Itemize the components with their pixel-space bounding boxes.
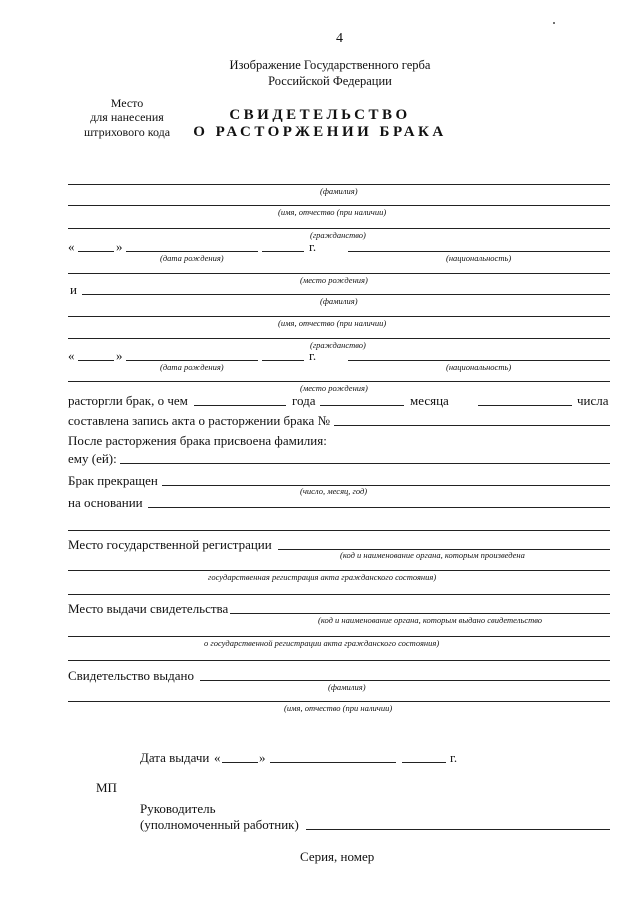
issue-month-line[interactable] bbox=[270, 762, 396, 763]
quote-close-1: » bbox=[116, 239, 123, 254]
quote-open-1: « bbox=[68, 239, 75, 254]
caption-nationality-2: (национальность) bbox=[446, 362, 512, 372]
barcode-line-2: для нанесения bbox=[90, 110, 164, 125]
caption-name-2: (имя, отчество (при наличии) bbox=[278, 318, 387, 328]
emblem-placeholder bbox=[200, 58, 460, 89]
head-label-1: Руководитель bbox=[140, 801, 216, 816]
birth-day-1-line[interactable] bbox=[78, 251, 114, 252]
surname-after-label: После расторжения брака присвоена фамилия: bbox=[68, 433, 327, 448]
issued-to-label: Свидетельство выдано bbox=[68, 668, 194, 683]
seal-mark: МП bbox=[96, 780, 117, 795]
on-basis-line-2[interactable] bbox=[68, 530, 610, 531]
divorce-day-line[interactable] bbox=[478, 405, 572, 406]
birth-month-1-line[interactable] bbox=[126, 251, 258, 252]
issue-place-label: Место выдачи свидетельства bbox=[68, 601, 229, 616]
birth-year-1-line[interactable] bbox=[262, 251, 304, 252]
title-line-1: СВИДЕТЕЛЬСТВО bbox=[229, 107, 411, 123]
divorce-month-line[interactable] bbox=[320, 405, 404, 406]
caption-surname-1: (фамилия) bbox=[320, 186, 358, 196]
issue-year-abbr: г. bbox=[450, 750, 458, 765]
caption-issued-surname: (фамилия) bbox=[328, 682, 366, 692]
marriage-ended-label: Брак прекращен bbox=[68, 473, 158, 488]
caption-date-format: (число, месяц, год) bbox=[300, 486, 368, 496]
registration-place-line-2[interactable] bbox=[68, 570, 610, 571]
day-word: числа bbox=[577, 393, 609, 408]
caption-surname-2: (фамилия) bbox=[320, 296, 358, 306]
caption-citizenship-1: (гражданство) bbox=[310, 230, 366, 240]
page-number: 4 bbox=[336, 31, 343, 46]
title-line-2: О РАСТОРЖЕНИИ БРАКА bbox=[193, 124, 447, 141]
caption-registration-org: (код и наименование органа, которым произведена bbox=[340, 550, 525, 560]
caption-birth-date-2: (дата рождения) bbox=[160, 362, 224, 372]
divorced-label: расторгли брак, о чем bbox=[68, 393, 188, 408]
emblem-line-1: Изображение Государственного герба bbox=[229, 58, 431, 72]
to-him-her-label: ему (ей): bbox=[68, 451, 117, 466]
divorce-year-line[interactable] bbox=[194, 405, 286, 406]
barcode-line-1: Место bbox=[110, 96, 144, 110]
name-1-line[interactable] bbox=[68, 205, 610, 206]
caption-name-1: (имя, отчество (при наличии) bbox=[278, 207, 387, 217]
birth-year-2-line[interactable] bbox=[262, 360, 304, 361]
month-word: месяца bbox=[410, 393, 449, 408]
registration-place-line-3[interactable] bbox=[68, 594, 610, 595]
caption-birth-date-1: (дата рождения) bbox=[160, 253, 224, 263]
on-basis-label: на основании bbox=[68, 495, 143, 510]
issue-place-line[interactable] bbox=[230, 613, 610, 614]
year-word: года bbox=[292, 393, 316, 408]
citizenship-2-line[interactable] bbox=[68, 338, 610, 339]
caption-issue-org-cont: о государственной регистрации акта гражданского состояния) bbox=[204, 638, 440, 648]
caption-registration-org-cont: государственная регистрация акта гражданского состояния) bbox=[208, 572, 437, 582]
and-label: и bbox=[70, 282, 77, 297]
nationality-1-line[interactable] bbox=[348, 251, 610, 252]
on-basis-line[interactable] bbox=[148, 507, 610, 508]
year-abbr-2: г. bbox=[309, 348, 317, 363]
record-number-line[interactable] bbox=[334, 425, 610, 426]
caption-birth-place-1: (место рождения) bbox=[300, 275, 368, 285]
surname-after-line[interactable] bbox=[120, 463, 610, 464]
issued-to-surname-line[interactable] bbox=[200, 680, 610, 681]
nationality-2-line[interactable] bbox=[348, 360, 610, 361]
issue-place-line-2[interactable] bbox=[68, 636, 610, 637]
name-2-line[interactable] bbox=[68, 316, 610, 317]
surname-1-line[interactable] bbox=[68, 184, 610, 185]
issue-quote-open: « bbox=[214, 750, 221, 765]
caption-issued-name: (имя, отчество (при наличии) bbox=[284, 703, 393, 713]
record-label: составлена запись акта о расторжении брака № bbox=[68, 413, 330, 428]
document-title bbox=[0, 107, 640, 142]
marriage-ended-date-line[interactable] bbox=[162, 485, 610, 486]
series-number-label: Серия, номер bbox=[300, 849, 375, 864]
birth-place-2-line[interactable] bbox=[68, 381, 610, 382]
birth-day-2-line[interactable] bbox=[78, 360, 114, 361]
signature-line[interactable] bbox=[306, 829, 610, 830]
issue-place-line-3[interactable] bbox=[68, 660, 610, 661]
head-label-2: (уполномоченный работник) bbox=[140, 817, 299, 832]
birth-month-2-line[interactable] bbox=[126, 360, 258, 361]
registration-place-label: Место государственной регистрации bbox=[68, 537, 272, 552]
quote-open-2: « bbox=[68, 348, 75, 363]
year-abbr-1: г. bbox=[309, 239, 317, 254]
issued-to-name-line[interactable] bbox=[68, 701, 610, 702]
surname-2-line[interactable] bbox=[82, 294, 610, 295]
barcode-line-3: штрихового кода bbox=[83, 124, 171, 139]
caption-citizenship-2: (гражданство) bbox=[310, 340, 366, 350]
caption-birth-place-2: (место рождения) bbox=[300, 383, 368, 393]
issue-quote-close: » bbox=[259, 750, 266, 765]
issue-date-label: Дата выдачи bbox=[140, 750, 210, 765]
emblem-line-2: Российской Федерации bbox=[268, 73, 392, 88]
citizenship-1-line[interactable] bbox=[68, 228, 610, 229]
caption-issue-org: (код и наименование органа, которым выдано свидетельство bbox=[318, 615, 543, 625]
issue-year-line[interactable] bbox=[402, 762, 446, 763]
speck bbox=[553, 22, 555, 24]
caption-nationality-1: (национальность) bbox=[446, 253, 512, 263]
birth-place-1-line[interactable] bbox=[68, 273, 610, 274]
quote-close-2: » bbox=[116, 348, 123, 363]
issue-day-line[interactable] bbox=[222, 762, 258, 763]
